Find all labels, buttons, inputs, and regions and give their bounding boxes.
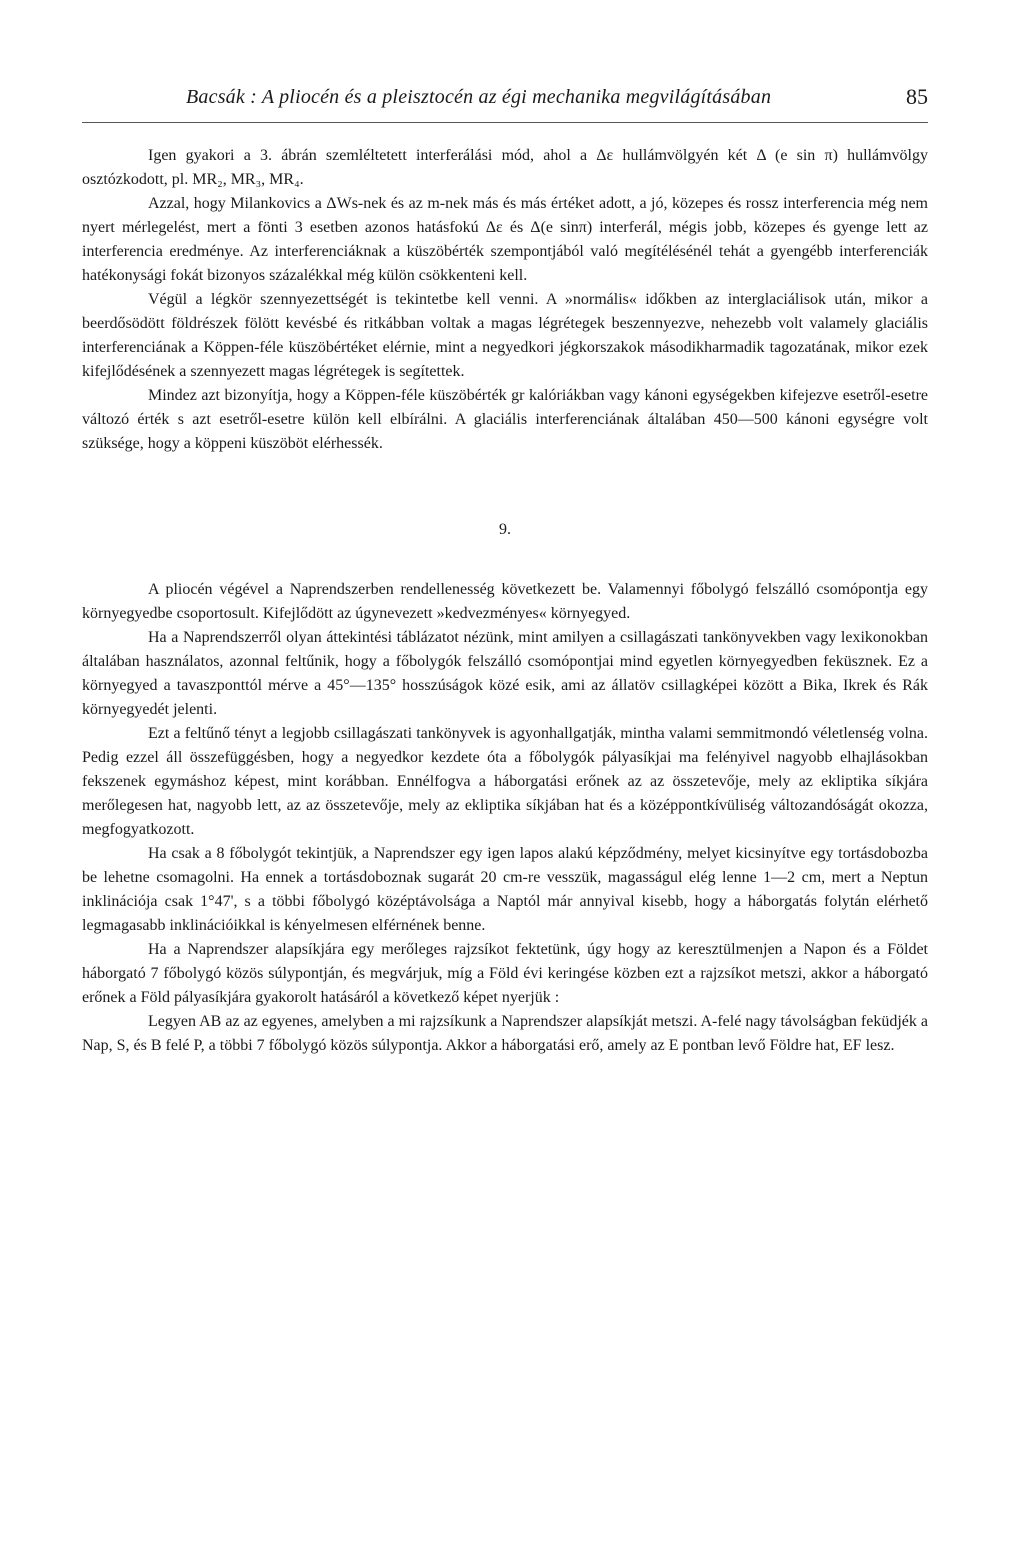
paragraph: Végül a légkör szennyezettségét is tekintetbe kell venni. A »normális« időkben az interglaciálisok után, mikor a beerdősödött földrészek fölött kevésbé és ritkábban voltak a magas légrétegek beszennyezve, nehezebb volt valamely glaciális interferenciának a Köppen-féle küszöbértéket elérnie, mint a negyedkori jégkorszakok másodikharmadik tagozatának, mikor ezek kifejlődésének a szennyezett magas légrétegek is segítettek.: [82, 291, 928, 380]
paragraph: Ha csak a 8 főbolygót tekintjük, a Naprendszer egy igen lapos alakú képződmény, melyet kicsinyítve egy tortásdobozba be lehetne csomagolni. Ha ennek a tortásdoboznak sugarát 20 cm-re vesszük, magasságul elég lenne 1—2 cm, mert a Neptun inklinációja csak 1°47', s a többi főbolygó középtávolsága a Naptól már annyival kisebb, hogy a háborgatás folytán elérhető legmagasabb inklinációikkal is kényelmesen elférnének benne.: [82, 845, 928, 934]
paragraph: Ha a Naprendszerről olyan áttekintési táblázatot nézünk, mint amilyen a csillagászati tankönyvekben vagy lexikonokban általában használatos, azonnal feltűnik, hogy a főbolygók felszálló csomópontjai mind egyetlen környegyedben feküsznek. Ez a környegyed a tavaszponttól mérve a 45°—135° hosszúságok közé esik, ami az állatöv csillagképei között a Bika, Ikrek és Rák környegyedét jelenti.: [82, 629, 928, 718]
running-head: [82, 86, 928, 116]
header-rule: [82, 122, 928, 123]
body-text: [82, 144, 928, 1058]
paragraph: A pliocén végével a Naprendszerben rendellenesség következett be. Valamennyi főbolygó felszálló csomópontja egy környegyedbe csoportosult. Kifejlődött az úgynevezett »kedvezményes« környegyed.: [82, 581, 928, 622]
section-number: 9.: [499, 521, 511, 538]
running-title: Bacsák : A pliocén és a pleisztocén az égi mechanika megvilágításában: [186, 86, 772, 108]
paragraph: Ezt a feltűnő tényt a legjobb csillagászati tankönyvek is agyonhallgatják, mintha valami semmitmondó véletlenség volna. Pedig ezzel áll összefüggésben, hogy a negyedkor kezdete óta a főbolygók pályasíkjai ma felényivel nagyobb elhajlásokban fekszenek egymáshoz képest, mint korábban. Ennélfogva a háborgatási erőnek az az összetevője, mely az ekliptika síkjára merőlegesen hat, nagyobb lett, az az összetevője, mely az ekliptika síkjában hat és a középpontkívüliség változandóságát okozza, megfogyatkozott.: [82, 725, 928, 838]
paragraph: Ha a Naprendszer alapsíkjára egy merőleges rajzsíkot fektetünk, úgy hogy az keresztülmenjen a Napon és a Földet háborgató 7 főbolygó közös súlypontján, és megvárjuk, míg a Föld évi keringése közben ezt a rajzsíkot metszi, akkor a háborgató erőnek a Föld pályasíkjára gyakorolt hatásáról a következő képet nyerjük :: [82, 941, 928, 1006]
paragraph: Igen gyakori a 3. ábrán szemléltetett interferálási mód, ahol a Δε hullámvölgyén két Δ (e sin π) hullámvölgy osztózkodott, pl. MR₂, MR₃, MR₄.: [82, 147, 928, 188]
paragraph: Mindez azt bizonyítja, hogy a Köppen-féle küszöbérték gr kalóriákban vagy kánoni egységekben kifejezve esetről-esetre változó érték s azt esetről-esetre külön kell elbírálni. A glaciális interferenciának általában 450—500 kánoni egységre volt szüksége, hogy a köppeni küszöböt elérhessék.: [82, 387, 928, 452]
paragraph: Legyen AB az az egyenes, amelyben a mi rajzsíkunk a Naprendszer alapsíkját metszi. A-felé nagy távolságban feküdjék a Nap, S, és B felé P, a többi 7 főbolygó közös súlypontja. Akkor a háborgatási erő, amely az E pontban levő Földre hat, EF lesz.: [82, 1013, 928, 1054]
page-number: 85: [906, 84, 928, 109]
paragraph: Azzal, hogy Milankovics a ΔWs-nek és az m-nek más és más értéket adott, a jó, közepes és rossz interferencia még nem nyert mérlegelést, mert a fönti 3 esetben azonos hatásfokú Δε és Δ(e sinπ) interferál, mégis jobb, közepes és gyenge lett az interferencia eredménye. Az interferenciáknak a küszöbérték szempontjából való megítélésénél tehát a gyengébb interferenciák hatékonysági fokát bizonyos százalékkal még külön csökkenteni kell.: [82, 195, 928, 284]
